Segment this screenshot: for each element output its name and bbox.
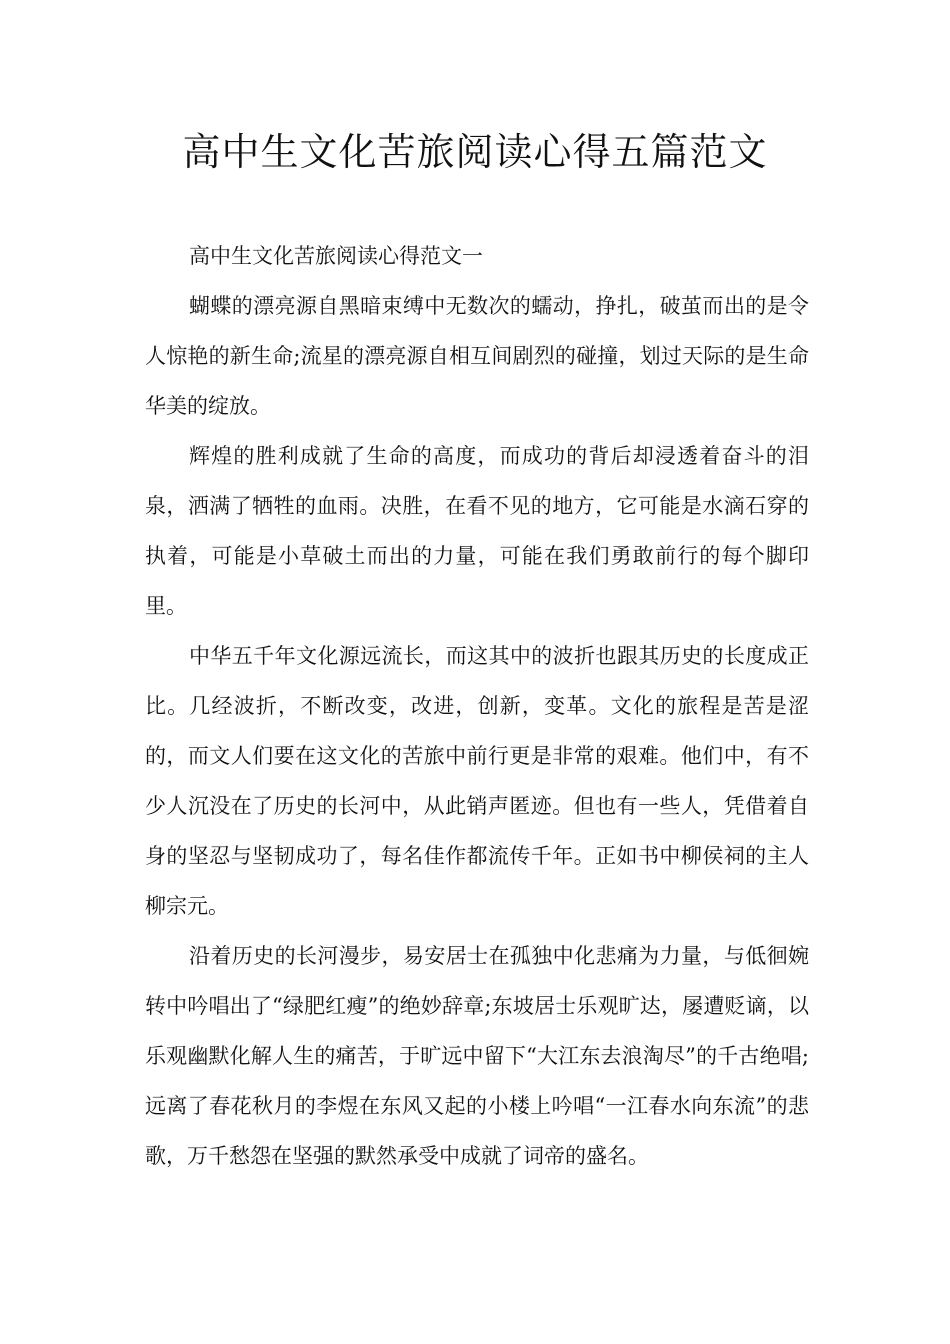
document-title: 高中生文化苦旅阅读心得五篇范文: [182, 130, 768, 174]
section-subtitle: 高中生文化苦旅阅读心得范文一: [189, 244, 483, 268]
paragraph-1: 蝴蝶的漂亮源自黑暗束缚中无数次的蠕动，挣扎，破茧而出的是令人惊艳的新生命;流星的漂亮源自相互间剧烈的碰撞，划过天际的是生命华美的绽放。: [145, 294, 809, 418]
paragraph-3: 中华五千年文化源远流长，而这其中的波折也跟其历史的长度成正比。几经波折，不断改变，改进，创新，变革。文化的旅程是苦是涩的，而文人们要在这文化的苦旅中前行更是非常的艰难。他们中，有不少人沉没在了历史的长河中，从此销声匿迹。但也有一些人，凭借着自身的坚忍与坚韧成功了，每名佳作都流传千年。正如书中柳侯祠的主人柳宗元。: [145, 644, 809, 918]
document-body: [145, 231, 809, 1181]
paragraph-4: 沿着历史的长河漫步，易安居士在孤独中化悲痛为力量，与低徊婉转中吟唱出了“绿肥红瘦”的绝妙辞章;东坡居士乐观旷达，屡遭贬谪，以乐观幽默化解人生的痛苦，于旷远中留下“大江东去浪淘尽”的千古绝唱;远离了春花秋月的李煜在东风又起的小楼上吟唱“一江春水向东流”的悲歌，万千愁怨在坚强的默然承受中成就了词帝的盛名。: [145, 944, 809, 1168]
paragraph-2: 辉煌的胜利成就了生命的高度，而成功的背后却浸透着奋斗的泪泉，洒满了牺牲的血雨。决胜，在看不见的地方，它可能是水滴石穿的执着，可能是小草破土而出的力量，可能在我们勇敢前行的每个脚印里。: [145, 444, 809, 618]
